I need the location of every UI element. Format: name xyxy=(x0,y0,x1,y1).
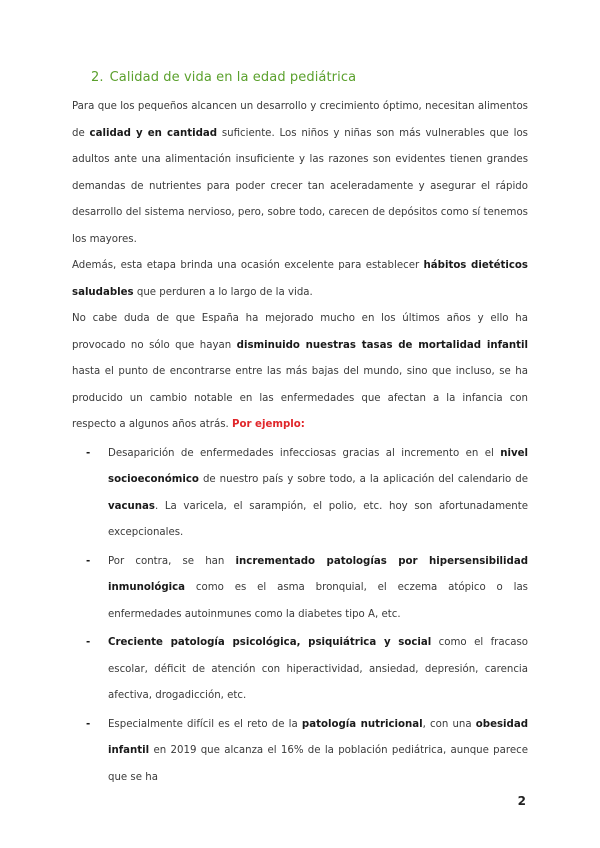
list-item xyxy=(72,441,528,547)
bullet-dash: - xyxy=(86,718,91,730)
p1-text-b: suficiente. Los niños y niñas son más vulnerables que los adultos ante una alimentación insuficiente y las razones son evidentes tienen grandes demandas de nutrientes para poder crecer tan aceleradamente y asegurar el rápido desarrollo del sistema nervioso, pero, sobre todo, carecen de depósitos como sí tenemos los mayores. xyxy=(72,127,528,245)
bullet-dash: - xyxy=(86,447,91,459)
paragraph-3 xyxy=(72,306,528,439)
p3-text-b: hasta el punto de encontrarse entre las más bajas del mundo, sino que incluso, se ha producido un cambio notable en las enfermedades que afectan a la infancia con respecto a algunos años atrás. xyxy=(72,366,528,430)
list-item xyxy=(72,630,528,710)
bullet-text-a: Especialmente difícil es el reto de la xyxy=(108,718,302,730)
bullet-bold-a: incrementado patologías por hipersensibilidad inmunológica xyxy=(108,555,529,593)
p3-bold-a: disminuido nuestras tasas de mortalidad infantil xyxy=(236,339,528,351)
p2-text-b: que perduren a lo largo de la vida. xyxy=(133,286,313,298)
bullet-list xyxy=(72,441,528,792)
bullet-text-a: Por contra, se han xyxy=(108,555,236,567)
bullet-text-a: Desaparición de enfermedades infecciosas gracias al incremento en el xyxy=(108,447,501,459)
bullet-bold-a: Creciente patología psicológica, psiquiátrica y social xyxy=(108,637,432,648)
bullet-text-b: , con una xyxy=(422,718,476,730)
page-number: 2 xyxy=(517,794,526,808)
bullet-text-b: como es el asma bronquial, el eczema atópico o las enfermedades autoinmunes como la diabetes tipo A, etc. xyxy=(108,582,528,620)
bullet-bold-a: patología nutricional xyxy=(301,718,423,730)
bullet-bold-b: vacunas xyxy=(108,500,155,512)
section-heading xyxy=(91,70,356,85)
p3-highlight: Por ejemplo: xyxy=(232,419,305,430)
bullet-text-b: de nuestro país y sobre todo, a la aplicación del calendario de xyxy=(198,474,528,485)
bullet-text-b: como el fracaso escolar, déficit de atención con hiperactividad, ansiedad, depresión, carencia afectiva, drogadicción, etc. xyxy=(108,637,528,701)
p1-bold-a: calidad y en cantidad xyxy=(89,127,218,139)
p2-bold-a: hábitos dietéticos saludables xyxy=(72,260,528,298)
list-item xyxy=(72,549,528,629)
paragraph-1 xyxy=(72,94,528,253)
p1-text-a: Para que los pequeños alcancen un desarrollo y crecimiento óptimo, necesitan alimentos de xyxy=(72,101,528,139)
body-text xyxy=(72,94,528,791)
p3-text-a: No cabe duda de que España ha mejorado mucho en los últimos años y ello ha provocado no sólo que hayan xyxy=(72,313,528,351)
bullet-dash: - xyxy=(86,637,91,648)
paragraph-2 xyxy=(72,253,528,306)
bullet-text-c: en 2019 que alcanza el 16% de la población pediátrica, aunque parece que se ha xyxy=(108,745,528,783)
bullet-text-c: . La varicela, el sarampión, el polio, etc. hoy son afortunadamente excepcionales. xyxy=(108,500,528,538)
p2-text-a: Además, esta etapa brinda una ocasión excelente para establecer xyxy=(72,260,424,271)
bullet-bold-a: nivel socioeconómico xyxy=(108,447,528,485)
list-item xyxy=(72,712,528,792)
section-title: Calidad de vida en la edad pediátrica xyxy=(109,70,357,85)
bullet-dash: - xyxy=(86,555,91,567)
bullet-bold-b: obesidad infantil xyxy=(108,718,529,756)
section-number: 2. xyxy=(91,70,104,85)
